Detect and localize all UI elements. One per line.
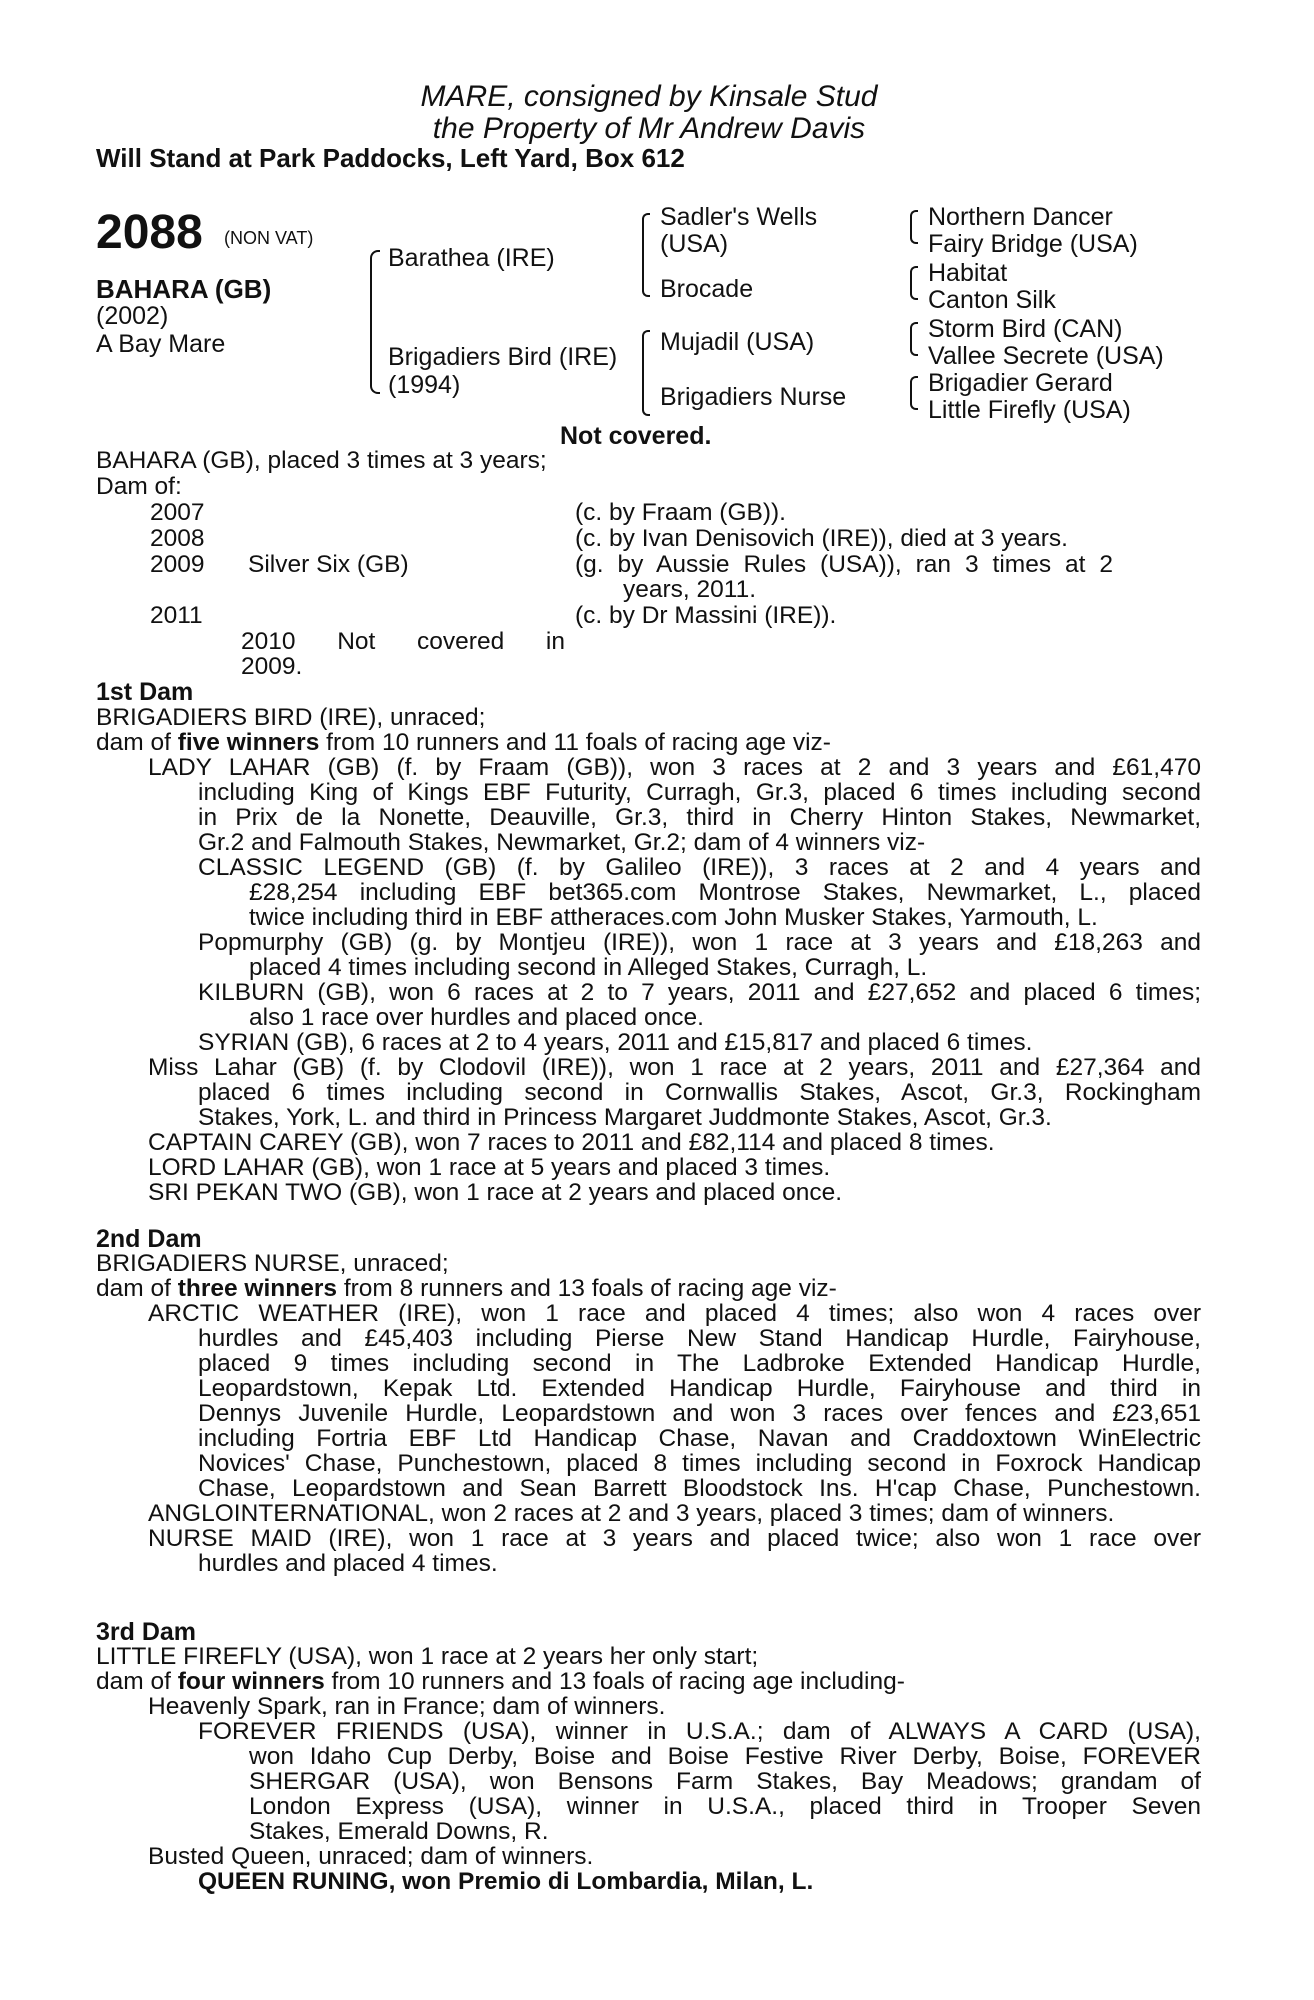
produce-dam-of: Dam of: <box>96 473 182 500</box>
progeny-entry: CAPTAIN CAREY (GB), won 7 races to 2011 and £82,114 and placed 8 times. <box>148 1129 995 1156</box>
produce-desc: (c. by Ivan Denisovich (IRE)), died at 3 years. <box>575 525 1068 552</box>
progeny-entry: Heavenly Spark, ran in France; dam of winners. <box>148 1693 666 1720</box>
text: dam of <box>96 1275 178 1302</box>
lot-number: 2088 <box>96 206 203 259</box>
text: from 8 runners and 13 foals of racing age viz- <box>337 1275 837 1302</box>
pedigree-dss: Storm Bird (CAN) <box>928 315 1123 343</box>
progeny-entry-cont: hurdles and placed 4 times. <box>198 1550 498 1577</box>
progeny-entry: KILBURN (GB), won 6 races at 2 to 7 years, 2011 and £27,652 and placed 6 times; <box>198 979 1201 1006</box>
pedigree-dam: Brigadiers Bird (IRE) <box>388 343 618 371</box>
progeny-entry-cont: placed 6 times including second in Cornwallis Stakes, Ascot, Gr.3, Rockingham <box>198 1079 1201 1106</box>
produce-desc: (g. by Aussie Rules (USA)), ran 3 times at 2 <box>575 551 1113 578</box>
first-dam-summary <box>96 729 831 757</box>
progeny-entry: Busted Queen, unraced; dam of winners. <box>148 1843 594 1870</box>
pedigree-sss: Northern Dancer <box>928 203 1113 231</box>
produce-year: 2008 <box>150 525 205 552</box>
progeny-entry-cont: Chase, Leopardstown and Sean Barrett Bloodstock Ins. H'cap Chase, Punchestown. <box>198 1475 1201 1502</box>
produce-not-covered: 2010 Not covered in <box>241 628 565 655</box>
produce-foal-name: Silver Six (GB) <box>248 551 409 578</box>
progeny-entry-cont: Stakes, Emerald Downs, R. <box>249 1818 549 1845</box>
text: from 10 runners and 11 foals of racing age viz- <box>319 729 831 756</box>
third-dam-line: LITTLE FIREFLY (USA), won 1 race at 2 years her only start; <box>96 1643 759 1670</box>
pedigree-brace-ds <box>910 322 918 356</box>
pedigree-brace-ss <box>910 210 918 244</box>
progeny-entry-cont: placed 9 times including second in The Ladbroke Extended Handicap Hurdle, <box>198 1350 1201 1377</box>
second-dam-heading: 2nd Dam <box>96 1225 202 1253</box>
progeny-entry-cont: placed 4 times including second in Alleged Stakes, Curragh, L. <box>249 954 928 981</box>
pedigree-ssd: Fairy Bridge (USA) <box>928 230 1138 258</box>
pedigree-dam-dam: Brigadiers Nurse <box>660 383 847 411</box>
winners-count: four winners <box>177 1668 325 1695</box>
progeny-entry-cont: Gr.2 and Falmouth Stakes, Newmarket, Gr.2; dam of 4 winners viz- <box>198 829 926 856</box>
progeny-entry-cont: Leopardstown, Kepak Ltd. Extended Handicap Hurdle, Fairyhouse and third in <box>198 1375 1201 1402</box>
progeny-entry-cont: Novices' Chase, Punchestown, placed 8 times including second in Foxrock Handicap <box>198 1450 1201 1477</box>
text: dam of <box>96 1668 178 1695</box>
not-covered-status: Not covered. <box>560 422 712 450</box>
progeny-entry-cont: SHERGAR (USA), won Bensons Farm Stakes, Bay Meadows; grandam of <box>249 1768 1201 1795</box>
pedigree-sire-sire: Sadler's Wells <box>660 203 818 231</box>
pedigree-brace-sire <box>642 213 650 297</box>
progeny-entry-cont: hurdles and £45,403 including Pierse New Stand Handicap Hurdle, Fairyhouse, <box>198 1325 1201 1352</box>
location-line: Will Stand at Park Paddocks, Left Yard, Box 612 <box>96 143 685 173</box>
progeny-entry: LADY LAHAR (GB) (f. by Fraam (GB)), won 3 races at 2 and 3 years and £61,470 <box>148 754 1201 781</box>
progeny-entry-cont: also 1 race over hurdles and placed once. <box>249 1004 704 1031</box>
pedigree-sdd: Canton Silk <box>928 286 1056 314</box>
progeny-entry-cont: £28,254 including EBF bet365.com Montrose Stakes, Newmarket, L., placed <box>249 879 1201 906</box>
progeny-entry-cont: Dennys Juvenile Hurdle, Leopardstown and won 3 races over fences and £23,651 <box>198 1400 1201 1427</box>
produce-year: 2011 <box>150 602 203 629</box>
pedigree-brace-dam <box>642 330 650 416</box>
pedigree-sds: Habitat <box>928 259 1008 287</box>
produce-desc: (c. by Dr Massini (IRE)). <box>575 602 837 629</box>
second-dam-summary <box>96 1275 837 1303</box>
progeny-entry: ARCTIC WEATHER (IRE), won 1 race and placed 4 times; also won 4 races over <box>148 1300 1201 1327</box>
progeny-entry-cont: in Prix de la Nonette, Deauville, Gr.3, third in Cherry Hinton Stakes, Newmarket, <box>198 804 1201 831</box>
progeny-entry-cont: Stakes, York, L. and third in Princess Margaret Juddmonte Stakes, Ascot, Gr.3. <box>198 1104 1052 1131</box>
winners-count: five winners <box>177 729 320 756</box>
pedigree-brace-dd <box>910 376 918 410</box>
progeny-entry: ANGLOINTERNATIONAL, won 2 races at 2 and 3 years, placed 3 times; dam of winners. <box>148 1500 1115 1527</box>
winners-count: three winners <box>177 1275 338 1302</box>
text: from 10 runners and 13 foals of racing age including- <box>324 1668 905 1695</box>
produce-desc: (c. by Fraam (GB)). <box>575 499 786 526</box>
pedigree-brace-sd <box>910 266 918 300</box>
horse-name: BAHARA (GB) <box>96 274 272 304</box>
pedigree-sire: Barathea (IRE) <box>388 244 555 272</box>
pedigree-sire-sire-country: (USA) <box>660 230 729 258</box>
consignor-line: MARE, consigned by Kinsale Stud <box>420 80 878 113</box>
progeny-entry: CLASSIC LEGEND (GB) (f. by Galileo (IRE)), 3 races at 2 and 4 years and <box>198 854 1201 881</box>
progeny-entry: FOREVER FRIENDS (USA), winner in U.S.A.; dam of ALWAYS A CARD (USA), <box>198 1718 1201 1745</box>
horse-year: (2002) <box>96 302 169 330</box>
property-line: the Property of Mr Andrew Davis <box>432 112 866 145</box>
text: dam of <box>96 729 178 756</box>
progeny-entry: Popmurphy (GB) (g. by Montjeu (IRE)), won 1 race at 3 years and £18,263 and <box>198 929 1201 956</box>
produce-intro: BAHARA (GB), placed 3 times at 3 years; <box>96 447 547 474</box>
horse-desc: A Bay Mare <box>96 330 226 358</box>
progeny-entry: SRI PEKAN TWO (GB), won 1 race at 2 years and placed once. <box>148 1179 843 1206</box>
produce-year: 2007 <box>150 499 205 526</box>
third-dam-heading: 3rd Dam <box>96 1618 197 1646</box>
pedigree-brace-main <box>370 250 380 394</box>
progeny-entry: NURSE MAID (IRE), won 1 race at 3 years and placed twice; also won 1 race over <box>148 1525 1201 1552</box>
pedigree-dsd: Vallee Secrete (USA) <box>928 342 1164 370</box>
pedigree-dam-sire: Mujadil (USA) <box>660 328 815 356</box>
progeny-entry-cont: including Fortria EBF Ltd Handicap Chase, Navan and Craddoxtown WinElectric <box>198 1425 1201 1452</box>
pedigree-ddd: Little Firefly (USA) <box>928 396 1131 424</box>
produce-not-covered-cont: 2009. <box>241 653 303 680</box>
pedigree-dds: Brigadier Gerard <box>928 369 1113 397</box>
produce-year: 2009 <box>150 551 205 578</box>
progeny-entry: SYRIAN (GB), 6 races at 2 to 4 years, 2011 and £15,817 and placed 6 times. <box>198 1029 1033 1056</box>
vat-label: (NON VAT) <box>224 228 314 248</box>
second-dam-line: BRIGADIERS NURSE, unraced; <box>96 1250 449 1277</box>
progeny-entry: Miss Lahar (GB) (f. by Clodovil (IRE)), won 1 race at 2 years, 2011 and £27,364 and <box>148 1054 1201 1081</box>
progeny-entry-cont: including King of Kings EBF Futurity, Curragh, Gr.3, placed 6 times including second <box>198 779 1201 806</box>
progeny-entry-cont: London Express (USA), winner in U.S.A., placed third in Trooper Seven <box>249 1793 1201 1820</box>
progeny-entry-cont: twice including third in EBF attheraces.com John Musker Stakes, Yarmouth, L. <box>249 904 1098 931</box>
progeny-entry: QUEEN RUNING, won Premio di Lombardia, Milan, L. <box>198 1868 814 1895</box>
third-dam-summary <box>96 1668 905 1696</box>
pedigree-dam-year: (1994) <box>388 371 461 399</box>
first-dam-line: BRIGADIERS BIRD (IRE), unraced; <box>96 704 486 731</box>
progeny-entry: LORD LAHAR (GB), won 1 race at 5 years and placed 3 times. <box>148 1154 831 1181</box>
first-dam-heading: 1st Dam <box>96 678 194 706</box>
progeny-entry-cont: won Idaho Cup Derby, Boise and Boise Festive River Derby, Boise, FOREVER <box>249 1743 1201 1770</box>
produce-desc-cont: years, 2011. <box>623 576 757 603</box>
pedigree-sire-dam: Brocade <box>660 275 754 303</box>
